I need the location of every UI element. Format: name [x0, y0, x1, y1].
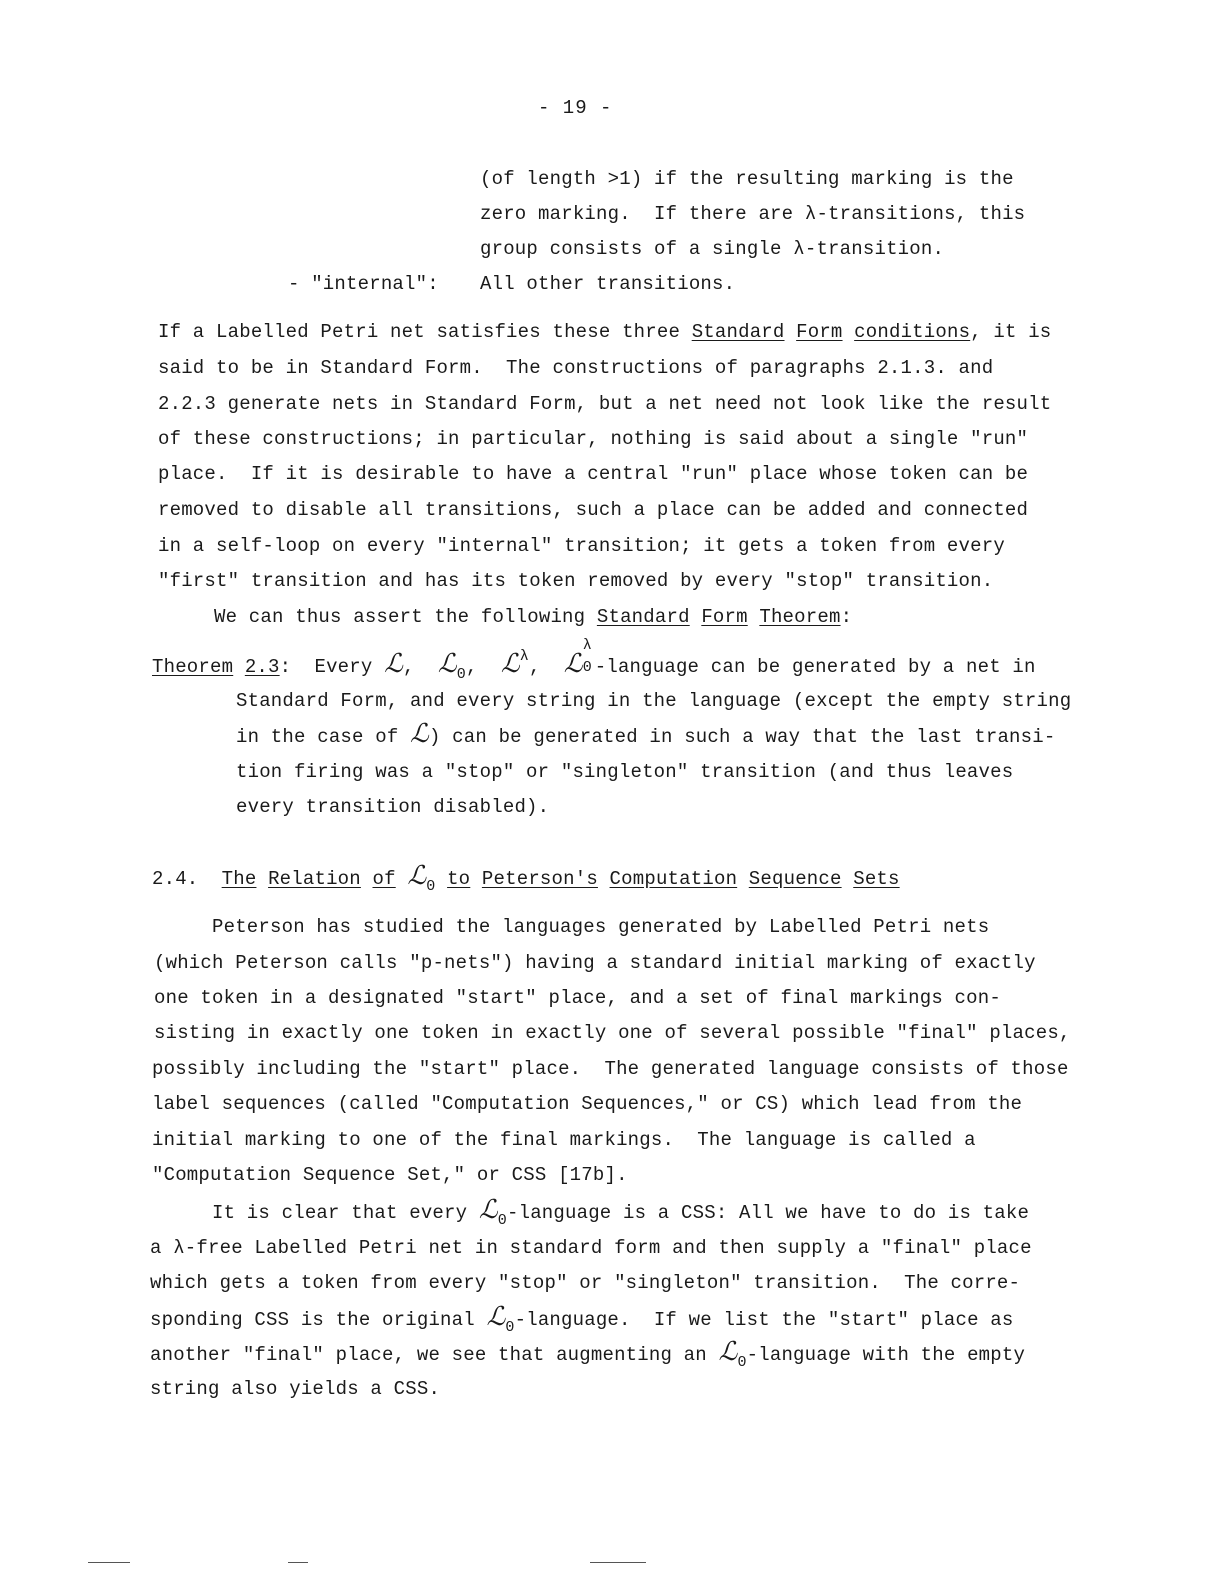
text-run: Every [314, 656, 373, 678]
paragraph-line: removed to disable all transitions, such a place can be added and connected [158, 499, 1029, 521]
script-L-symbol: ℒ [500, 649, 520, 679]
text-run: -language is a CSS: All we have to do is take [506, 1202, 1030, 1224]
paragraph-line: said to be in Standard Form. The constructions of paragraphs 2.1.3. and [158, 357, 994, 379]
script-L-symbol: ℒ [410, 719, 429, 749]
paragraph-line [158, 320, 1051, 344]
theorem-label: Theorem [152, 656, 234, 678]
paragraph-line: 2.2.3 generate nets in Standard Form, but a net need not look like the result [158, 393, 1052, 415]
text-run: , it is [970, 321, 1052, 343]
text-run: It is clear that every [212, 1202, 479, 1224]
text-run: ) can be generated in such a way that the last transi- [428, 726, 1056, 748]
paragraph-line: place. If it is desirable to have a central "run" place whose token can be [158, 463, 1029, 485]
script-L-symbol: ℒ [407, 861, 427, 891]
text-run: , [403, 656, 415, 678]
paragraph-line: of these constructions; in particular, nothing is said about a single "run" [158, 428, 1029, 450]
text-run: : [279, 656, 292, 678]
internal-text: All other transitions. [480, 273, 736, 295]
underlined-word: Standard [691, 321, 785, 343]
theorem-line: every transition disabled). [236, 796, 550, 818]
subscript: 0 [426, 878, 436, 895]
definition-line: (of length >1) if the resulting marking is the [480, 168, 1014, 190]
text-run: , [528, 656, 541, 678]
paragraph-line [150, 1337, 1026, 1371]
scan-mark [88, 1562, 130, 1563]
underlined-word: Form [701, 606, 748, 628]
text-run: -language can be generated by a net in [594, 656, 1036, 678]
subscript: 0 [456, 666, 466, 683]
paragraph-line [150, 1302, 1014, 1336]
script-L-symbol: ℒ [478, 1195, 498, 1225]
theorem-line: tion firing was a "stop" or "singleton" transition (and thus leaves [236, 761, 1014, 783]
text-run: If a Labelled Petri net satisfies these three [158, 321, 692, 343]
theorem-line [152, 637, 1036, 683]
heading-word: to [447, 868, 471, 890]
script-L-symbol: ℒ [563, 649, 583, 679]
definition-line: zero marking. If there are λ-transitions, this [480, 203, 1026, 225]
script-L-symbol: ℒ [486, 1302, 506, 1332]
script-L-symbol: ℒ [718, 1337, 738, 1367]
paragraph-line: a λ-free Labelled Petri net in standard form and then supply a "final" place [150, 1237, 1032, 1259]
scan-mark [288, 1562, 308, 1563]
text-run: another "final" place, we see that augmenting an [150, 1344, 719, 1366]
assert-line [214, 605, 852, 629]
heading-word: Sets [853, 868, 900, 890]
section-heading [152, 861, 900, 895]
heading-word: Computation [609, 868, 738, 890]
text-run: -language. If we list the "start" place as [514, 1309, 1014, 1331]
heading-word: The [221, 868, 257, 890]
theorem-number: 2.3 [244, 656, 280, 678]
underlined-word: conditions [854, 321, 971, 343]
sup-sub-pair [582, 637, 595, 676]
script-L-symbol: ℒ [384, 649, 404, 679]
definition-line: group consists of a single λ-transition. [480, 238, 945, 260]
underlined-word: Theorem [759, 606, 841, 628]
underlined-word: Form [796, 321, 843, 343]
section-number: 2.4. [152, 868, 199, 890]
subscript: 0 [737, 1354, 747, 1371]
scan-mark [590, 1562, 646, 1563]
paragraph-line: initial marking to one of the final markings. The language is called a [152, 1129, 976, 1151]
paragraph-line: (which Peterson calls "p-nets") having a standard initial marking of exactly [154, 952, 1036, 974]
superscript: λ [519, 648, 529, 665]
paragraph-line: sisting in exactly one token in exactly one of several possible "final" places, [154, 1022, 1071, 1044]
subscript: 0 [497, 1212, 507, 1229]
heading-word: of [372, 868, 396, 890]
paragraph-line: possibly including the "start" place. The generated language consists of those [152, 1058, 1069, 1080]
superscript: λ [582, 637, 592, 654]
paragraph-line: label sequences (called "Computation Sequences," or CS) which lead from the [152, 1093, 1023, 1115]
text-run: We can thus assert the following [214, 606, 597, 628]
text-run: : [840, 606, 853, 628]
text-run: sponding CSS is the original [150, 1309, 487, 1331]
underlined-word: Standard [596, 606, 690, 628]
text-run: -language with the empty [746, 1344, 1026, 1366]
subscript: 0 [505, 1319, 515, 1336]
subscript: 0 [582, 659, 592, 676]
paragraph-line: Peterson has studied the languages generated by Labelled Petri nets [212, 916, 990, 938]
paragraph-line: which gets a token from every "stop" or "singleton" transition. The corre- [150, 1272, 1021, 1294]
internal-label: - "internal": [288, 273, 439, 295]
paragraph-line: string also yields a CSS. [150, 1378, 441, 1400]
heading-word: Peterson's [481, 868, 598, 890]
text-run: in the case of [236, 726, 411, 748]
text-run: , [466, 656, 478, 678]
page-number: - 19 - [538, 97, 613, 119]
paragraph-line [212, 1195, 1030, 1229]
paragraph-line: "first" transition and has its token removed by every "stop" transition. [158, 570, 994, 592]
paragraph-line: one token in a designated "start" place, and a set of final markings con- [154, 987, 1001, 1009]
paragraph-line: in a self-loop on every "internal" transition; it gets a token from every [158, 535, 1005, 557]
paragraph-line: "Computation Sequence Set," or CSS [17b]. [152, 1164, 628, 1186]
theorem-line: Standard Form, and every string in the language (except the empty string [236, 690, 1072, 712]
heading-word: Sequence [748, 868, 842, 890]
theorem-line [236, 719, 1056, 749]
heading-word: Relation [268, 868, 361, 890]
script-L-symbol: ℒ [437, 649, 457, 679]
